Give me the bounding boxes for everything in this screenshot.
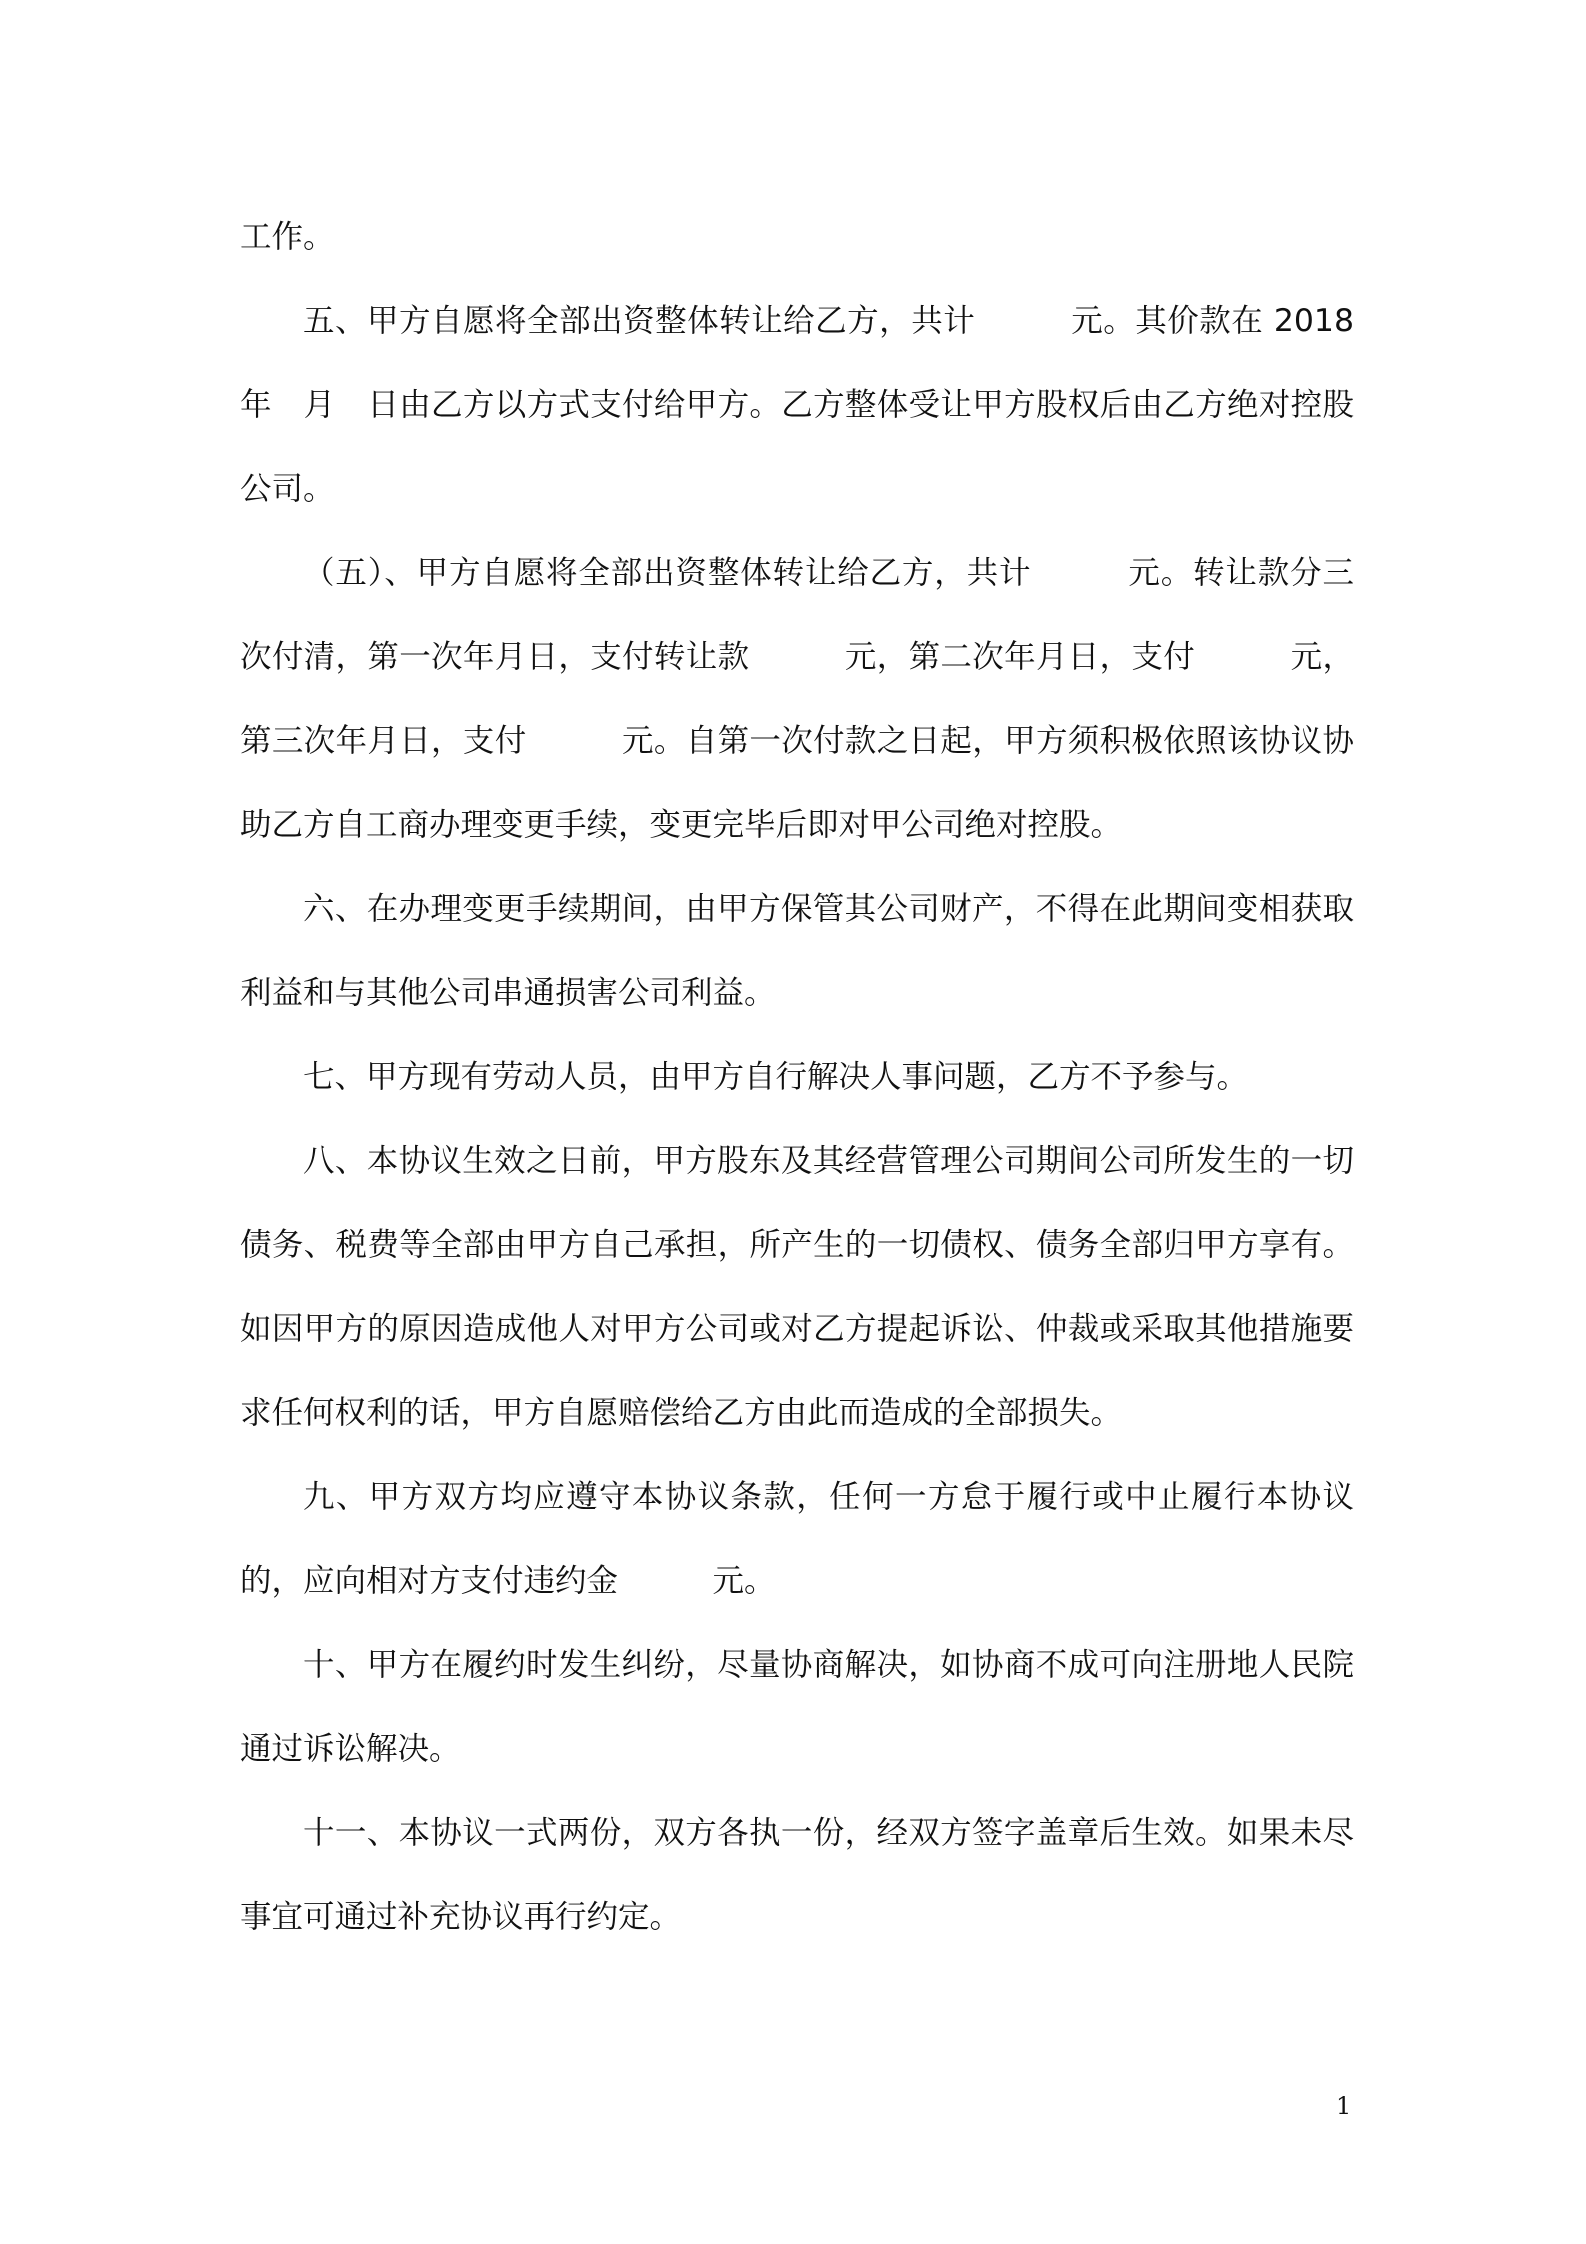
- paragraph-clause-7: 七、甲方现有劳动人员，由甲方自行解决人事问题，乙方不予参与。: [303, 1059, 1249, 1095]
- paragraph-clause-10: 十、甲方在履约时发生纠纷，尽量协商解决，如协商不成可向注册地人民院通过诉讼解决。: [240, 1647, 1354, 1767]
- paragraph-clause-11: 十一、本协议一式两份，双方各执一份，经双方签字盖章后生效。如果未尽事宜可通过补充协议再行约定。: [240, 1815, 1354, 1935]
- paragraph-clause-5: 五、甲方自愿将全部出资整体转让给乙方，共计 元。其价款在 2018 年 月 日由乙方以方式支付给甲方。乙方整体受让甲方股权后由乙方绝对控股公司。: [240, 303, 1354, 507]
- paragraph-clause-9: 九、甲方双方均应遵守本协议条款，任何一方怠于履行或中止履行本协议的，应向相对方支付违约金 元。: [240, 1479, 1354, 1599]
- paragraph-continuation: 工作。: [240, 219, 335, 255]
- page-number: 1: [1336, 2092, 1352, 2120]
- paragraph-clause-5-alt: （五）、甲方自愿将全部出资整体转让给乙方，共计 元。转让款分三次付清，第一次年月日，支付转让款 元，第二次年月日，支付 元，第三次年月日，支付 元。自第一次付款之日起，甲方须积极依照该协议协助乙方自工商办理变更手续，变更完毕后即对甲公司绝对控股。: [240, 555, 1354, 843]
- paragraph-clause-6: 六、在办理变更手续期间，由甲方保管其公司财产，不得在此期间变相获取利益和与其他公司串通损害公司利益。: [240, 891, 1354, 1011]
- paragraph-clause-8: 八、本协议生效之日前，甲方股东及其经营管理公司期间公司所发生的一切债务、税费等全部由甲方自己承担，所产生的一切债权、债务全部归甲方享有。如因甲方的原因造成他人对甲方公司或对乙方提起诉讼、仲裁或采取其他措施要求任何权利的话，甲方自愿赔偿给乙方由此而造成的全部损失。: [240, 1143, 1354, 1431]
- document-body: [240, 195, 1354, 1959]
